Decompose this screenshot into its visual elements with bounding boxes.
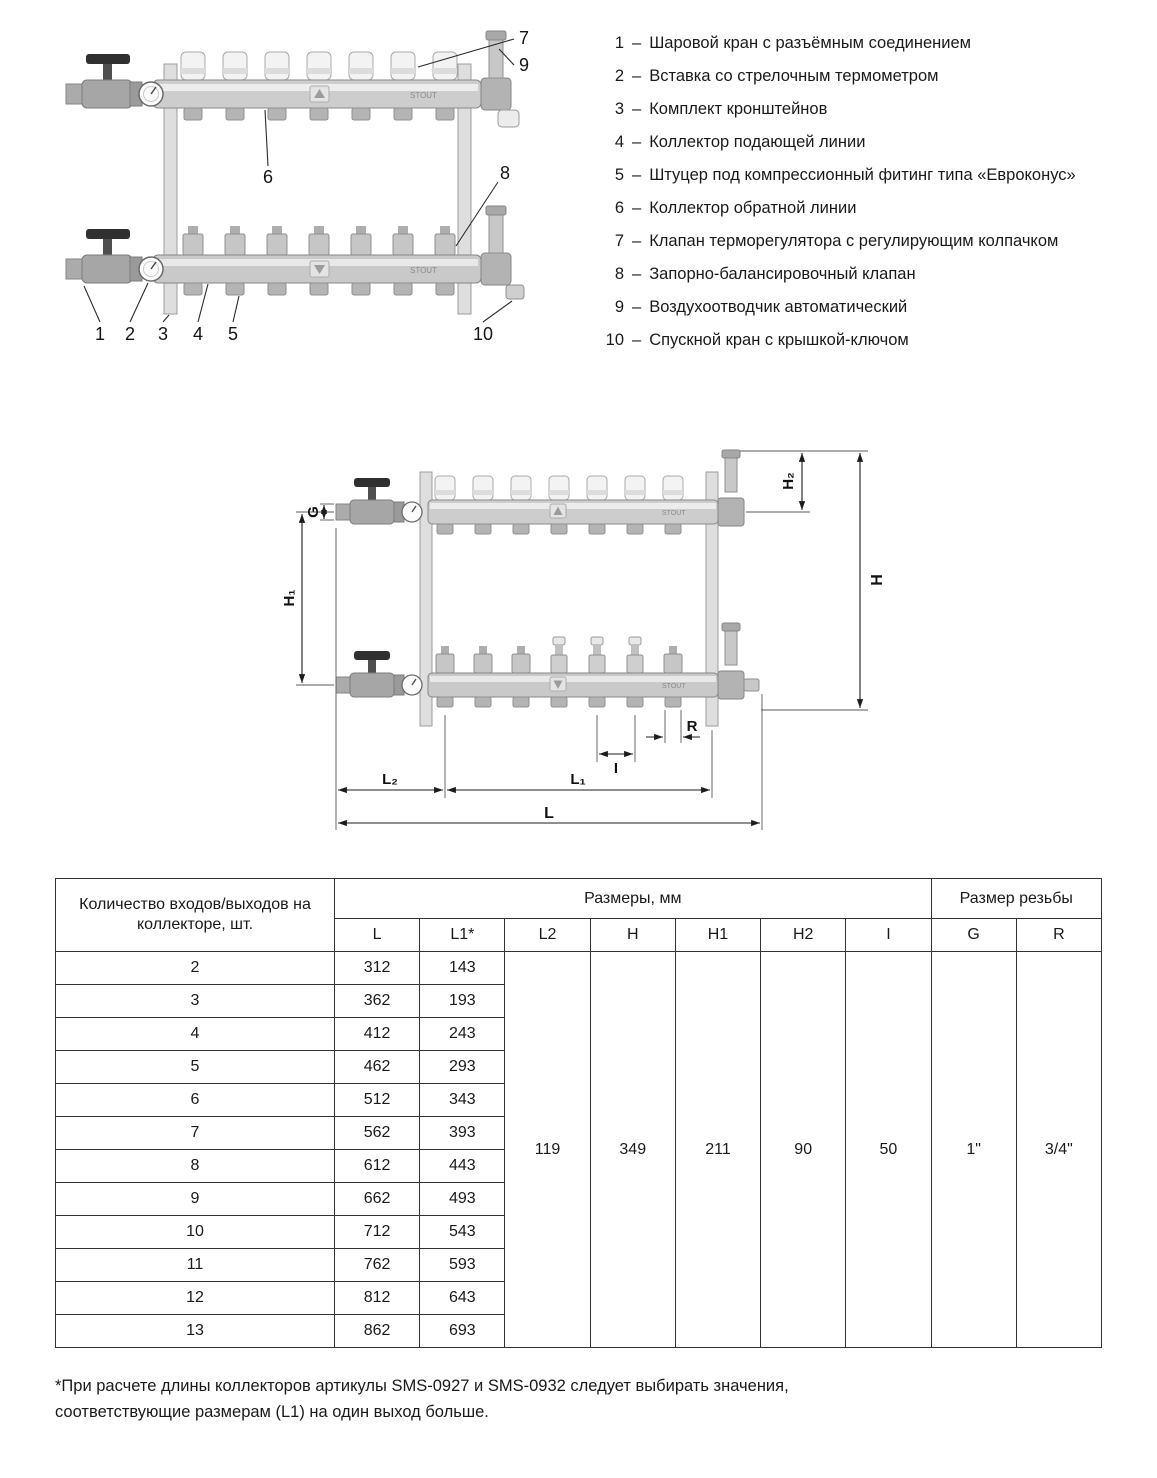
column-header-I: I <box>846 919 931 952</box>
legend-number: 2 <box>614 67 624 85</box>
cell-outputs-count: 12 <box>56 1282 335 1315</box>
cell-value-L: 412 <box>335 1018 420 1051</box>
legend-number: 10 <box>605 331 624 349</box>
cell-value-L: 862 <box>335 1315 420 1348</box>
column-header-H2: H2 <box>761 919 846 952</box>
legend-number: 6 <box>614 199 624 217</box>
legend-separator: – <box>632 67 642 85</box>
callout-9: 9 <box>518 55 530 75</box>
legend-number: 3 <box>614 100 624 118</box>
cell-value-L: 562 <box>335 1117 420 1150</box>
list-item <box>596 166 1151 199</box>
thermometer-gauge-bottom <box>139 257 163 281</box>
cell-value-L: 362 <box>335 985 420 1018</box>
dimensions-table <box>55 878 1102 1348</box>
cell-value-L: 612 <box>335 1150 420 1183</box>
parts-legend <box>596 22 1151 364</box>
manifold-dimension-figure <box>278 438 898 848</box>
column-header-L: L <box>335 919 420 952</box>
column-header-H: H <box>590 919 675 952</box>
cell-value-L: 812 <box>335 1282 420 1315</box>
legend-number: 9 <box>614 298 624 316</box>
return-manifold-bottom <box>66 206 524 299</box>
drain-valve <box>506 285 524 299</box>
brand-mark: STOUT <box>662 510 686 517</box>
callout-10: 10 <box>472 324 494 344</box>
list-item <box>596 133 1151 166</box>
cell-merged-R: 3/4" <box>1016 952 1101 1348</box>
legend-separator: – <box>632 298 642 316</box>
cell-merged-L2: 119 <box>505 952 590 1348</box>
column-group-thread: Размер резьбы <box>931 879 1101 919</box>
cell-value-L: 462 <box>335 1051 420 1084</box>
cell-value-L1: 343 <box>420 1084 505 1117</box>
legend-text: Коллектор обратной линии <box>649 199 857 217</box>
supply-manifold-top <box>336 450 744 534</box>
list-item <box>596 265 1151 298</box>
brand-mark: STOUT <box>410 91 437 100</box>
cell-value-L: 512 <box>335 1084 420 1117</box>
callout-7: 7 <box>518 28 530 48</box>
cell-merged-H1: 211 <box>675 952 760 1348</box>
cell-outputs-count: 9 <box>56 1183 335 1216</box>
air-vent-top <box>481 31 519 127</box>
list-item <box>596 232 1151 265</box>
footnote: *При расчете длины коллекторов артикулы SMS-0927 и SMS-0932 следует выбирать значения, соответствующие размерам (L1) на один выход больше. <box>55 1377 789 1421</box>
ball-valve-bottom <box>66 229 142 283</box>
legend-number: 1 <box>614 34 624 52</box>
cell-value-L1: 543 <box>420 1216 505 1249</box>
cell-merged-G: 1" <box>931 952 1016 1348</box>
brand-mark: STOUT <box>410 266 437 275</box>
column-header-H1: H1 <box>675 919 760 952</box>
column-group-sizes: Размеры, мм <box>335 879 932 919</box>
column-header-R: R <box>1016 919 1101 952</box>
legend-separator: – <box>632 133 642 151</box>
legend-text: Клапан терморегулятора с регулирующим колпачком <box>649 232 1059 250</box>
cell-merged-I: 50 <box>846 952 931 1348</box>
table-header-row-groups <box>56 879 1102 919</box>
dim-label-L1: L₁ <box>570 771 586 788</box>
cell-value-L1: 493 <box>420 1183 505 1216</box>
cell-merged-H: 349 <box>590 952 675 1348</box>
legend-text: Коллектор подающей линии <box>649 133 866 151</box>
legend-separator: – <box>632 265 642 283</box>
legend-separator: – <box>632 331 642 349</box>
legend-separator: – <box>632 199 642 217</box>
dim-label-G: G <box>304 506 322 518</box>
thermometer-gauge-bottom <box>402 675 422 695</box>
list-item <box>596 67 1151 100</box>
dimensions-table-wrap <box>55 878 1102 1348</box>
dim-label-I: I <box>613 760 619 777</box>
cell-value-L1: 693 <box>420 1315 505 1348</box>
dim-label-L: L <box>544 805 554 822</box>
cell-outputs-count: 3 <box>56 985 335 1018</box>
legend-text: Штуцер под компрессионный фитинг типа «Евроконус» <box>649 166 1076 184</box>
legend-text: Вставка со стрелочным термометром <box>649 67 939 85</box>
cell-value-L1: 293 <box>420 1051 505 1084</box>
cell-outputs-count: 5 <box>56 1051 335 1084</box>
cell-value-L: 312 <box>335 952 420 985</box>
cell-value-L1: 243 <box>420 1018 505 1051</box>
legend-number: 7 <box>614 232 624 250</box>
list-item <box>596 331 1151 364</box>
cell-outputs-count: 10 <box>56 1216 335 1249</box>
ball-valve-top <box>336 478 404 524</box>
callout-1: 1 <box>94 324 106 344</box>
legend-separator: – <box>632 232 642 250</box>
cell-outputs-count: 7 <box>56 1117 335 1150</box>
cell-outputs-count: 4 <box>56 1018 335 1051</box>
list-item <box>596 34 1151 67</box>
cell-value-L1: 193 <box>420 985 505 1018</box>
column-header-outputs-count: Количество входов/выходов на коллекторе, шт. <box>56 879 335 952</box>
supply-manifold-top <box>66 31 519 127</box>
callout-2: 2 <box>124 324 136 344</box>
dim-label-H2: H₂ <box>779 472 797 490</box>
legend-number: 5 <box>614 166 624 184</box>
dim-label-H1: H₁ <box>280 589 298 607</box>
legend-separator: – <box>632 100 642 118</box>
callout-8: 8 <box>499 163 511 183</box>
callout-6: 6 <box>262 167 274 187</box>
callout-5: 5 <box>227 324 239 344</box>
legend-separator: – <box>632 34 642 52</box>
air-vent-bottom <box>718 623 759 699</box>
cell-value-L1: 143 <box>420 952 505 985</box>
legend-text: Запорно-балансировочный клапан <box>649 265 916 283</box>
cell-outputs-count: 8 <box>56 1150 335 1183</box>
dim-label-H: H <box>869 574 887 586</box>
air-vent-bottom <box>481 206 524 299</box>
manifold-product-figure <box>58 22 578 352</box>
air-vent-top <box>718 450 744 526</box>
legend-number: 4 <box>614 133 624 151</box>
table-row <box>56 952 1102 985</box>
column-header-G: G <box>931 919 1016 952</box>
thermometer-gauge-top <box>402 502 422 522</box>
legend-separator: – <box>632 166 642 184</box>
dimension-figure-wrap <box>278 438 898 853</box>
column-header-L1: L1* <box>420 919 505 952</box>
cell-value-L: 762 <box>335 1249 420 1282</box>
cell-outputs-count: 11 <box>56 1249 335 1282</box>
column-header-L2: L2 <box>505 919 590 952</box>
drain-valve <box>744 679 759 691</box>
dimension-labels <box>281 472 886 822</box>
cell-value-L1: 443 <box>420 1150 505 1183</box>
list-item <box>596 100 1151 133</box>
top-section <box>58 22 1151 364</box>
legend-text: Комплект кронштейнов <box>649 100 828 118</box>
legend-text: Воздухоотводчик автоматический <box>649 298 908 316</box>
legend-text: Спускной кран с крышкой-ключом <box>649 331 909 349</box>
dim-label-R: R <box>686 718 698 735</box>
legend-number: 8 <box>614 265 624 283</box>
cell-outputs-count: 2 <box>56 952 335 985</box>
cell-value-L1: 593 <box>420 1249 505 1282</box>
ball-valve-top <box>66 54 142 108</box>
list-item <box>596 298 1151 331</box>
cell-value-L: 712 <box>335 1216 420 1249</box>
callout-4: 4 <box>192 324 204 344</box>
return-manifold-bottom <box>336 623 759 707</box>
cell-merged-H2: 90 <box>761 952 846 1348</box>
thermometer-gauge-top <box>139 82 163 106</box>
dim-label-L2: L₂ <box>382 771 398 788</box>
legend-text: Шаровой кран с разъёмным соединением <box>649 34 972 52</box>
brand-mark: STOUT <box>662 683 686 690</box>
cell-value-L: 662 <box>335 1183 420 1216</box>
callout-3: 3 <box>157 324 169 344</box>
cell-value-L1: 393 <box>420 1117 505 1150</box>
cell-outputs-count: 13 <box>56 1315 335 1348</box>
ball-valve-bottom <box>336 651 404 697</box>
list-item <box>596 199 1151 232</box>
cell-value-L1: 643 <box>420 1282 505 1315</box>
cell-outputs-count: 6 <box>56 1084 335 1117</box>
